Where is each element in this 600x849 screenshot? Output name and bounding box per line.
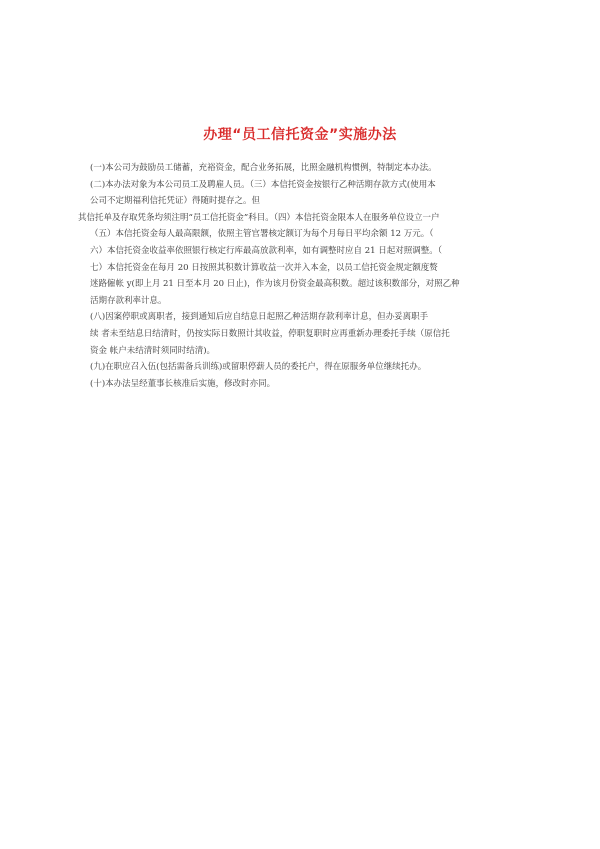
clause-7-continuation-line: 迷路僱帐 y(即上月 21 日至本月 20 日止)，作为该月份资金最高积数。超过该积数部分，对照乙种 bbox=[90, 279, 460, 290]
document-body bbox=[78, 160, 548, 392]
clause-7-end-line: 活期存款利率计息。 bbox=[90, 295, 167, 306]
clause-3-continuation-line: 公司不定期福利信托凭证）得随时提存之。但 bbox=[90, 196, 261, 207]
clause-5-line: （五）本信托资金每人最高限额，依照主管官署核定额订为每个月每日平均余额 12 万元。（ bbox=[90, 229, 434, 240]
clause-8-line: (八)因案停职或离职者，接到通知后应自结息日起照乙种活期存款利率计息，但办妥离职手 bbox=[90, 312, 429, 323]
clause-7-line: 七）本信托资金在每月 20 日按照其积数计算收益一次并入本金，以员工信托资金规定额度赘 bbox=[90, 262, 438, 273]
clause-6-line: 六）本信托资金收益率依照银行核定行库最高放款利率，如有调整时应自 21 日起对照调整。（ bbox=[90, 245, 442, 256]
clause-2-3-line: (二)本办法对象为本公司员工及聘雇人员。（三）本信托资金按银行乙种活期存款方式(使用本 bbox=[90, 179, 436, 190]
clause-3-4-line: 其信托单及存取凭条均须注明“员工信托资金”科目。（四）本信托资金限本人在服务单位设立一户 bbox=[78, 212, 440, 223]
clause-1-line: (一)本公司为鼓励员工储蓄，充裕资金，配合业务拓展，比照金融机构惯例，特制定本办法。 bbox=[90, 163, 437, 173]
clause-8-end-line: 资金 帐户未结清时须同时结清)。 bbox=[90, 345, 216, 356]
clause-9-line: (九)在职应召入伍(包括需备兵训练)或留职停薪人员的委托户，得在原服务单位继续托办。 bbox=[90, 362, 427, 373]
clause-8-continuation-line: 续 者未至结息日结清时，仍按实际日数照计其收益，停职复职时应再重新办理委托手续（原信托 bbox=[90, 328, 450, 339]
document-title: 办理“员工信托资金”实施办法 bbox=[203, 127, 397, 143]
clause-10-line: (十)本办法呈经董事长核准后实施，修改时亦同。 bbox=[90, 378, 276, 389]
